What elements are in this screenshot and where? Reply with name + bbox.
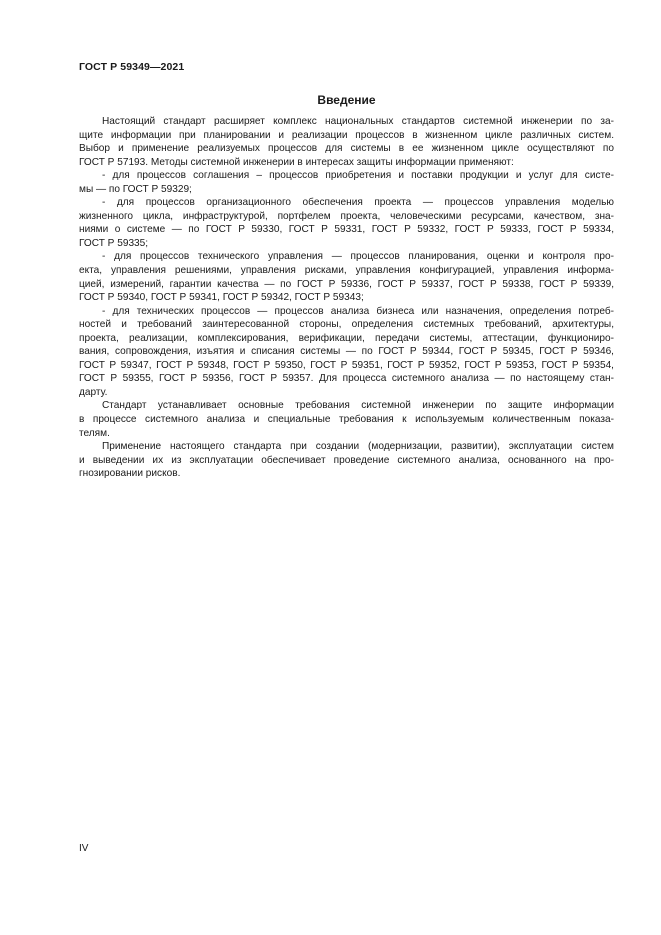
text-line: - для процессов соглашения – процессов приобретения и поставки продукции и услуг для систе-	[102, 170, 614, 182]
text-line: вания, сопровождения, изъятия и списания системы — по ГОСТ Р 59344, ГОСТ Р 59345, ГОСТ Р 59346,	[79, 346, 614, 358]
text-line: ГОСТ Р 57193. Методы системной инженерии в интересах защиты информации применяют:	[79, 156, 514, 168]
text-line: щите информации при планировании и реализации процессов в жизненном цикле различных систем.	[79, 129, 614, 141]
text-line: ГОСТ Р 59355, ГОСТ Р 59356, ГОСТ Р 59357. Для процесса системного анализа — по настоящему стан-	[79, 373, 614, 385]
text-line: ностей и требований заинтересованной стороны, определения системных требований, архитектуры,	[79, 319, 614, 331]
text-line: Применение настоящего стандарта при создании (модернизации, развитии), эксплуатации систем	[102, 441, 614, 453]
text-line: и выведении их из эксплуатации обеспечивает проведение системного анализа, основанного на про-	[79, 454, 614, 466]
text-line: Выбор и применение реализуемых процессов для системы в ее жизненном цикле осуществляют по	[79, 143, 614, 155]
text-line: в процессе системного анализа и специальные требования к используемым количественным показа-	[79, 414, 614, 426]
text-line: мы — по ГОСТ Р 59329;	[79, 183, 192, 195]
text-line: ниями о системе — по ГОСТ Р 59330, ГОСТ Р 59331, ГОСТ Р 59332, ГОСТ Р 59333, ГОСТ Р 59334,	[79, 224, 614, 236]
text-line: Настоящий стандарт расширяет комплекс национальных стандартов системной инженерии по за-	[102, 116, 614, 127]
text-line: жизненного цикла, инфраструктурой, портфелем проекта, человеческими ресурсами, качеством, зна-	[79, 210, 614, 222]
text-line: проекта, реализации, комплексирования, верификации, передачи системы, аттестации, функциониро-	[79, 332, 614, 344]
page-number: IV	[79, 843, 89, 854]
document-id-header: ГОСТ Р 59349—2021	[79, 61, 185, 73]
text-line: екта, управления решениями, управления рисками, управления конфигурацией, управления информа-	[79, 265, 614, 277]
section-title: Введение	[317, 93, 376, 107]
text-line: дарту.	[79, 386, 108, 398]
text-line: ГОСТ Р 59347, ГОСТ Р 59348, ГОСТ Р 59350, ГОСТ Р 59351, ГОСТ Р 59352, ГОСТ Р 59353, ГОСТ Р 59354,	[79, 359, 614, 371]
text-line: - для процессов организационного обеспечения проекта — процессов управления моделью	[102, 197, 614, 209]
text-line: ГОСТ Р 59340, ГОСТ Р 59341, ГОСТ Р 59342, ГОСТ Р 59343;	[79, 292, 364, 304]
text-line: - для технических процессов — процессов анализа бизнеса или назначения, определения потреб-	[102, 305, 614, 317]
text-line: - для процессов технического управления — процессов планирования, оценки и контроля про-	[102, 251, 614, 263]
text-line: телям.	[79, 427, 110, 439]
text-line: гнозировании рисков.	[79, 468, 181, 480]
document-body	[79, 115, 614, 481]
text-line: ГОСТ Р 59335;	[79, 237, 149, 249]
text-line: цией, измерений, гарантии качества — по ГОСТ Р 59336, ГОСТ Р 59337, ГОСТ Р 59338, ГОСТ Р 59339,	[79, 278, 614, 290]
text-line: Стандарт устанавливает основные требования системной инженерии по защите информации	[102, 400, 614, 412]
